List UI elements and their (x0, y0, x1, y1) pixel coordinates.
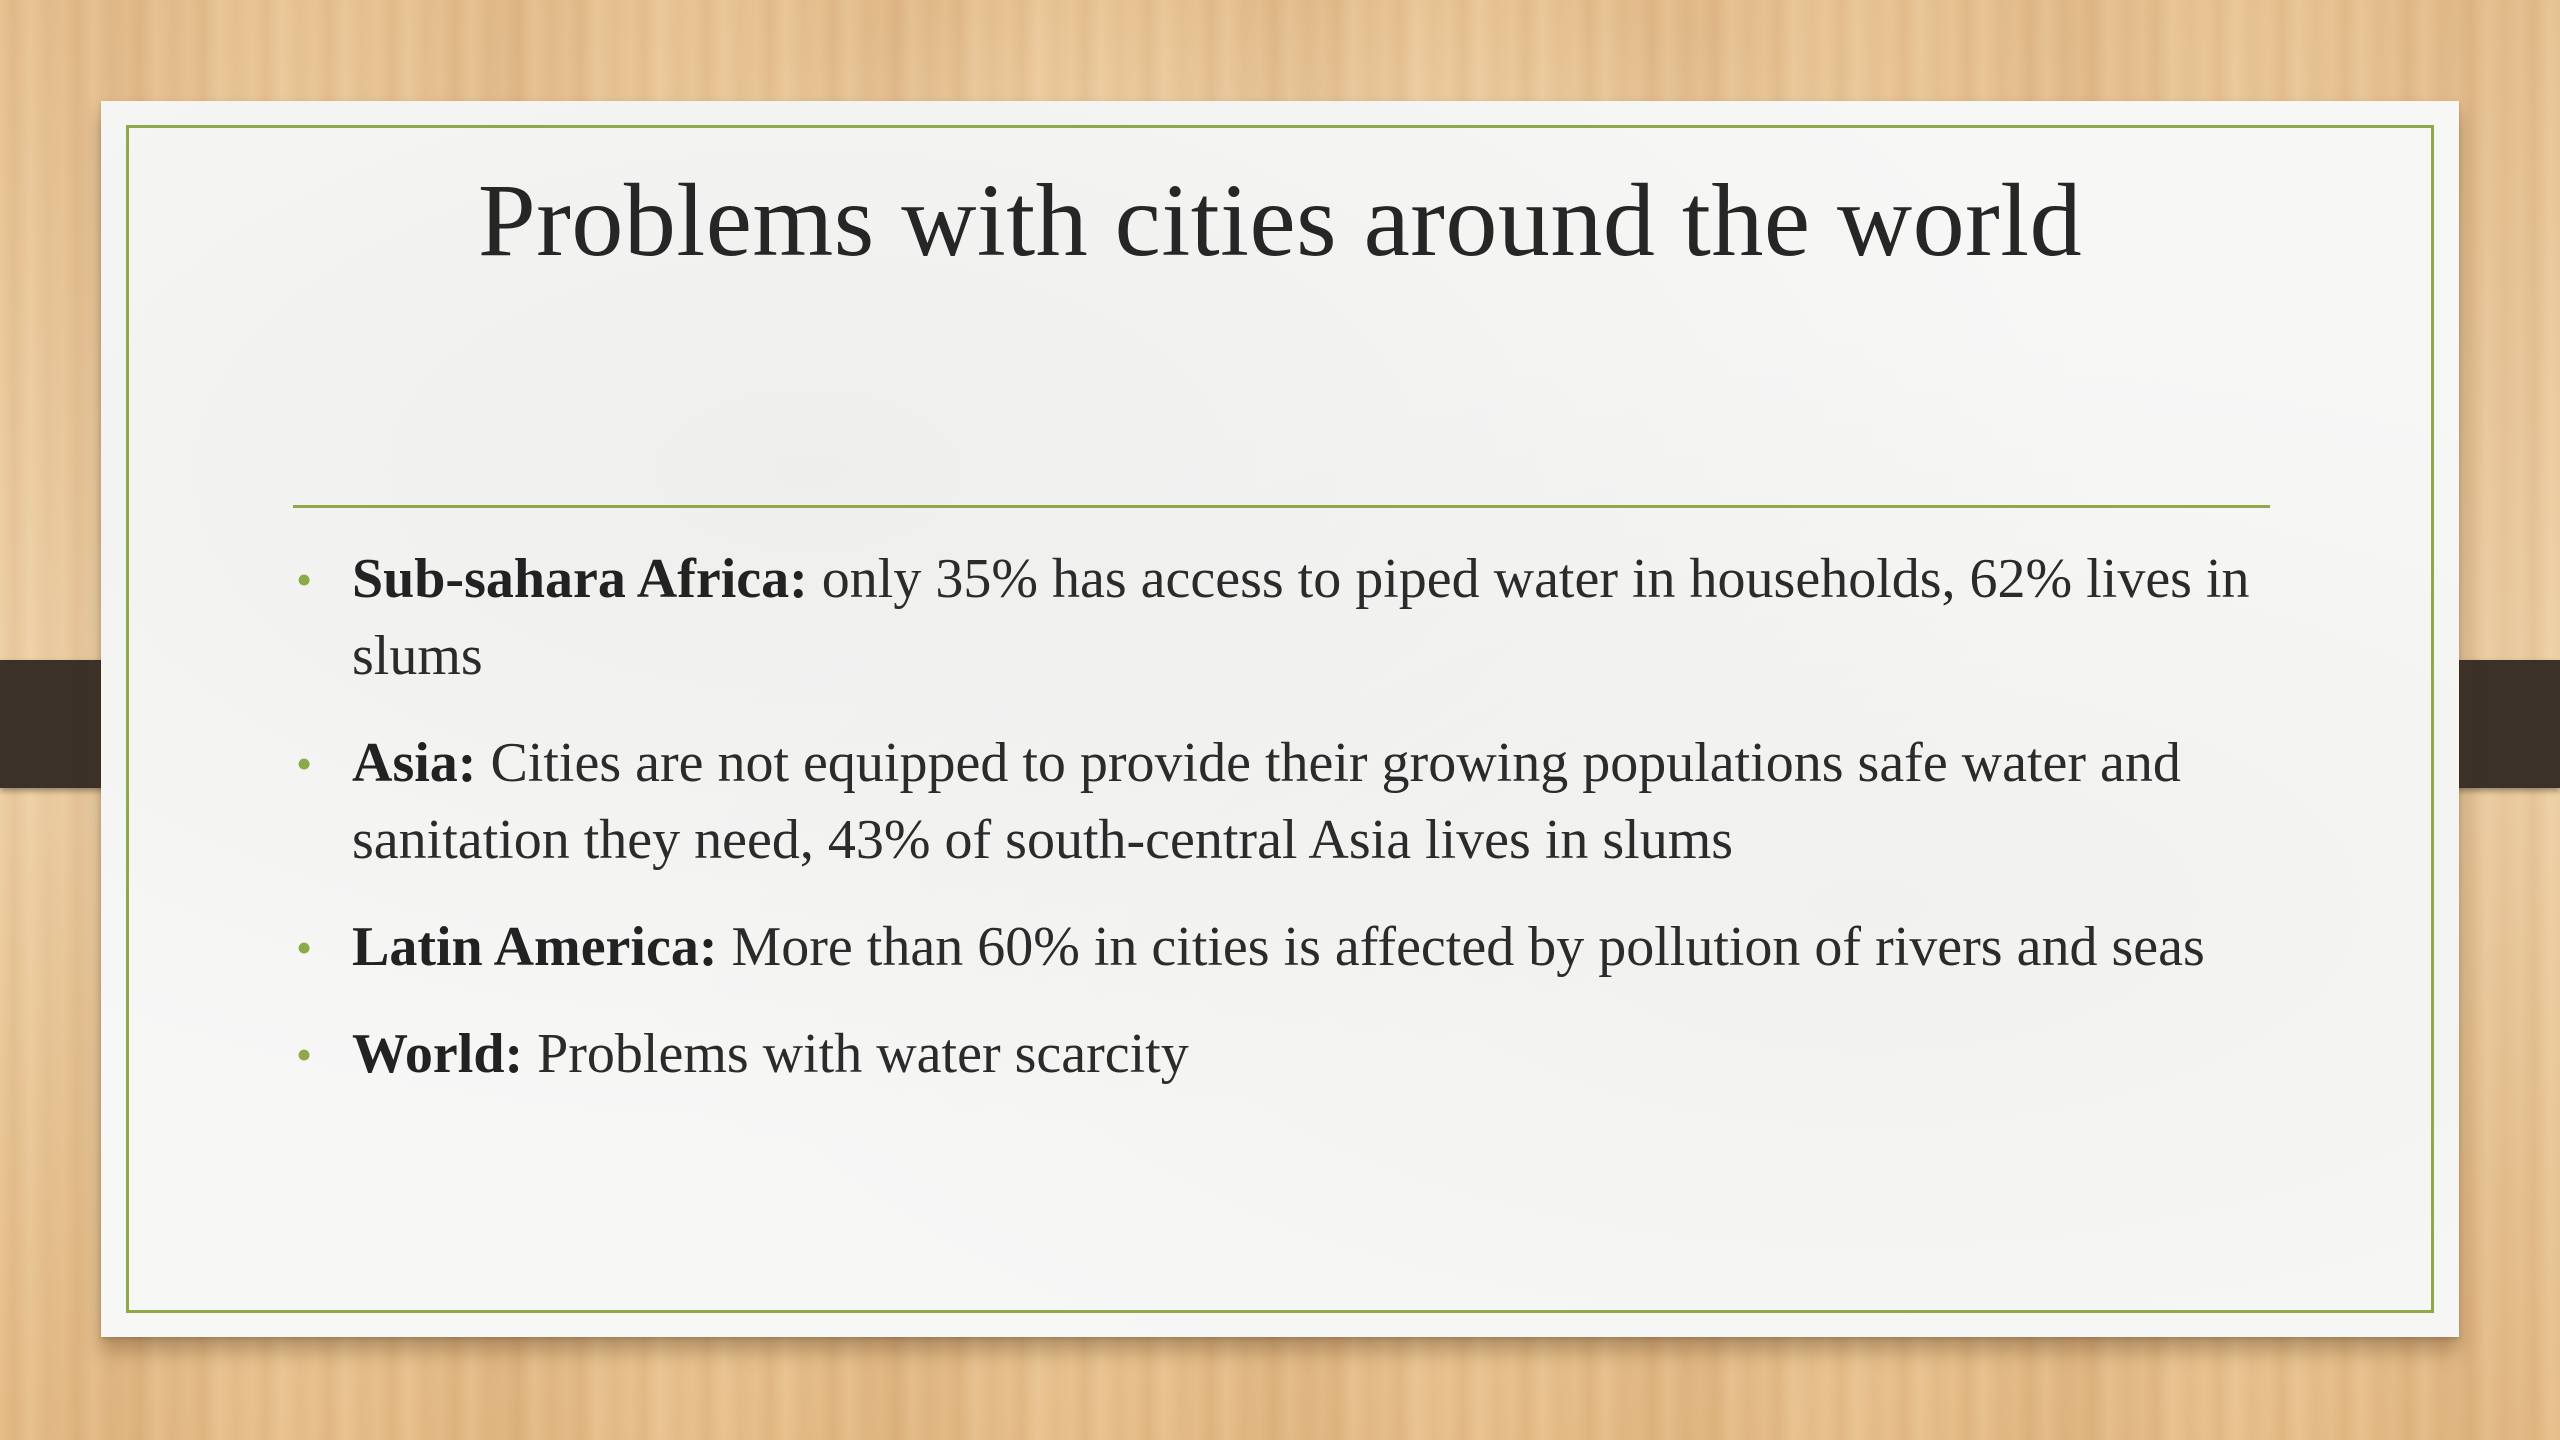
bullet-item-sub-sahara-africa (294, 541, 2284, 695)
bullet-item-world (294, 1016, 2284, 1093)
slide-paper (101, 101, 2459, 1337)
bullet-dot-icon: • (296, 922, 313, 973)
title-divider (293, 505, 2270, 508)
bullet-item-latin-america (294, 909, 2284, 986)
bullet-text: Problems with water scarcity (523, 1023, 1189, 1085)
bullet-dot-icon: • (296, 554, 313, 605)
bullet-item-asia (294, 725, 2284, 879)
slide-title: Problems with cities around the world (477, 163, 2083, 278)
bullet-text: Cities are not equipped to provide their growing populations safe water and sanitation they need, 43% of south-central Asia lives in slums (352, 732, 2181, 871)
bullet-label: Latin America: (352, 916, 718, 978)
bullet-label: Sub-sahara Africa: (352, 548, 808, 610)
bullet-dot-icon: • (296, 738, 313, 789)
bullet-list (294, 541, 2284, 1123)
bullet-text: More than 60% in cities is affected by pollution of rivers and seas (717, 916, 2205, 978)
bullet-label: Asia: (352, 732, 477, 794)
bullet-dot-icon: • (296, 1029, 313, 1080)
bullet-text: only 35% has access to piped water in households, 62% lives in slums (352, 548, 2250, 687)
bullet-label: World: (352, 1023, 524, 1085)
